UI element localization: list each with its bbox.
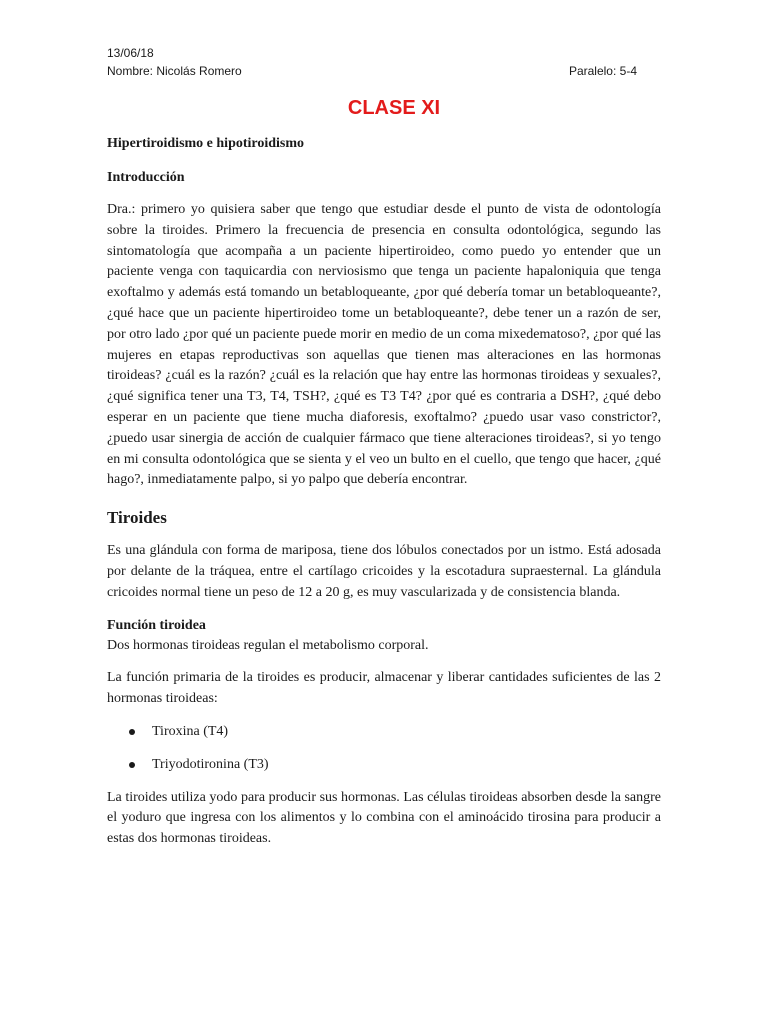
funcion-line: Dos hormonas tiroideas regulan el metabolismo corporal. bbox=[107, 637, 429, 653]
tiroides-heading: Tiroides bbox=[107, 508, 167, 528]
list-item bbox=[107, 722, 661, 743]
document-page bbox=[107, 44, 661, 850]
intro-paragraph: Dra.: primero yo quisiera saber que tengo que estudiar desde el punto de vista de odontología sobre la tiroides. Primero la frecuencia de presencia en consulta odontológica, segundo las sintomatología que acompaña a un paciente hipertiroideo, como puedo yo entender que un paciente venga con taquicardia con nerviosismo que tenga un paciente hapaloniquia que tenga exoftalmo y además está tomando un betabloqueante, ¿por qué debería tomar un betabloqueante?, ¿qué hace que un paciente hipertiroideo tome un betabloqueante?, debe tener un a razón de ser, por otro lado ¿por qué un paciente puede morir en medio de un coma mixedematoso?, ¿por qué las mujeres en etapas reproductivas son aquellas que tienen mas alteraciones en las hormonas tiroideas? ¿cuál es la razón? ¿cuál es la relación que hay entre las hormonas tiroideas y sexuales?, ¿qué significa tener una T3, T4, TSH?, ¿qué es T3 T4? ¿por qué es contraria a DSH?, ¿qué debo esperar en un paciente que tiene mucha diaforesis, exoftalmo? ¿puedo usar vaso constrictor?, ¿puedo usar sinergia de acción de cualquier fármaco que tiene alteraciones tiroideas?, si yo tengo en mi consulta odontológica que se sienta y el veo un bulto en el cuello, que tengo que hacer, ¿qué hago?, inmediatamente palpo, si yo palpo que debería encontrar. bbox=[107, 202, 661, 488]
list-item-label: Tiroxina (T4) bbox=[152, 723, 229, 739]
funcion-heading: Función tiroidea bbox=[107, 617, 206, 633]
bullet-icon bbox=[129, 762, 135, 768]
page-title: CLASE XI bbox=[347, 97, 441, 119]
student-name: Nombre: Nicolás Romero bbox=[107, 64, 242, 78]
funcion-paragraph: La función primaria de la tiroides es producir, almacenar y liberar cantidades suficientes de las 2 hormonas tiroideas: bbox=[107, 670, 661, 707]
date-text: 13/06/18 bbox=[107, 46, 154, 60]
list-item-label: Triyodotironina (T3) bbox=[152, 756, 269, 772]
topic-heading: Hipertiroidismo e hipotiroidismo bbox=[107, 136, 305, 151]
bullet-icon bbox=[129, 729, 135, 735]
list-item bbox=[107, 755, 661, 776]
header-name-row bbox=[107, 62, 637, 80]
hormone-list bbox=[107, 722, 661, 776]
document-body bbox=[107, 134, 661, 850]
tiroides-paragraph: Es una glándula con forma de mariposa, tiene dos lóbulos conectados por un istmo. Está adosada por delante de la tráquea, entre el cartílago cricoides y la escotadura supraesternal. La glándula cricoides normal tiene un peso de 12 a 20 g, es muy vascularizada y de consistencia blanda. bbox=[107, 543, 661, 600]
closing-paragraph: La tiroides utiliza yodo para producir sus hormonas. Las células tiroideas absorben desde la sangre el yoduro que ingresa con los alimentos y lo combina con el aminoácido tirosina para producir a estas dos hormonas tiroideas. bbox=[107, 789, 661, 847]
intro-heading: Introducción bbox=[107, 170, 185, 185]
paralelo-text: Paralelo: 5-4 bbox=[568, 64, 637, 78]
document-header bbox=[107, 44, 661, 80]
